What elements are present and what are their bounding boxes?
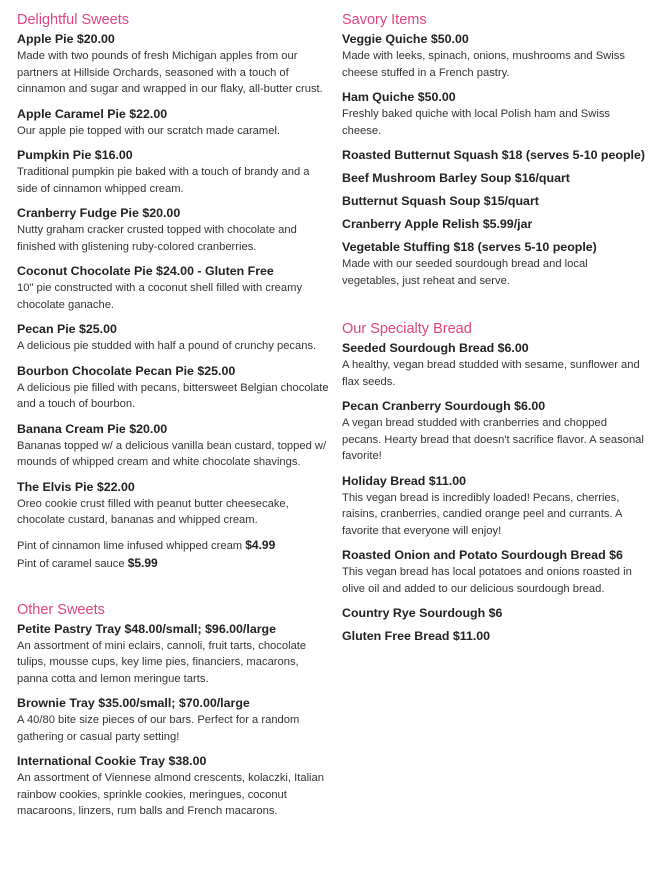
menu-item [17,695,332,745]
extra-text: Pint of caramel sauce [17,557,128,570]
menu-item-description: A delicious pie filled with pecans, bittersweet Belgian chocolate and a touch of bourbon. [17,381,329,410]
menu-item [342,89,647,139]
menu-item-name: Brownie Tray $35.00/small; $70.00/large [17,696,250,710]
left-column [17,11,332,828]
menu-item-description: Bananas topped w/ a delicious vanilla bean custard, topped w/ mounds of whipped cream and white chocolate shavings. [17,439,327,468]
menu-item-description: A healthy, vegan bread studded with sesame, sunflower and flax seeds. [342,359,640,388]
menu-item-description: 10" pie constructed with a coconut shell filled with creamy chocolate ganache. [17,282,303,311]
menu-item-name: Vegetable Stuffing $18 (serves 5-10 people) [342,240,597,254]
extra-text: Pint of cinnamon lime infused whipped cream [17,539,246,552]
section-title-savory-items: Savory Items [342,12,427,28]
menu-item-description: An assortment of mini eclairs, cannoli, fruit tarts, chocolate tulips, mousse cups, key lime pies, financiers, macarons, panna cotta and lemon meringue tarts. [17,639,307,685]
menu-item [342,605,647,622]
menu-item [17,31,332,98]
menu-item [342,216,647,233]
menu-item-name: Roasted Onion and Potato Sourdough Bread $6 [342,548,623,562]
savory-items-list [342,31,647,289]
menu-item-description: An assortment of Viennese almond crescents, kolaczki, Italian rainbow cookies, sprinkle cookies, meringues, coconut macaroons, linzers, rum balls and French macarons. [17,772,324,817]
section-title-other-sweets: Other Sweets [17,601,105,618]
right-column [342,11,647,651]
extra-line [17,555,332,573]
menu-item-name: Pumpkin Pie $16.00 [17,148,133,162]
menu-item-description: Our apple pie topped with our scratch made caramel. [17,124,281,137]
menu-item-name: Bourbon Chocolate Pecan Pie $25.00 [17,363,236,378]
menu-item-name: Seeded Sourdough Bread $6.00 [342,341,529,355]
menu-item-description: Nutty graham cracker crusted topped with chocolate and finished with glistening ruby-colored cranberries. [17,224,297,253]
menu-item-name: Roasted Butternut Squash $18 (serves 5-10 people) [342,148,645,162]
menu-item-name: Beef Mushroom Barley Soup $16/quart [342,171,570,185]
menu-item [17,363,332,413]
menu-item-name: International Cookie Tray $38.00 [17,754,207,768]
section-title-delightful-sweets: Delightful Sweets [17,12,130,28]
menu-item-name: Pecan Cranberry Sourdough $6.00 [342,399,546,413]
menu-item-name: Cranberry Fudge Pie $20.00 [17,206,181,220]
menu-item-description: A delicious pie studded with half a pound of crunchy pecans. [17,340,317,352]
menu-item-description: Freshly baked quiche with local Polish ham and Swiss cheese. [342,108,611,137]
menu-item [17,321,332,355]
menu-item [17,479,332,529]
menu-item [342,31,647,81]
menu-item [342,547,647,597]
menu-item-name: Coconut Chocolate Pie $24.00 - Gluten Free [17,264,274,278]
menu-item-name: Veggie Quiche $50.00 [342,32,469,46]
menu-item-description: Traditional pumpkin pie baked with a touch of brandy and a side of cinnamon whipped cream. [17,166,310,195]
menu-item-name: Cranberry Apple Relish $5.99/jar [342,217,533,231]
menu-item [342,147,647,164]
section-title-specialty-bread: Our Specialty Bread [342,321,472,337]
menu-item-name: Banana Cream Pie $20.00 [17,421,168,436]
menu-item [342,398,647,465]
menu-item [17,621,332,688]
other-sweets-list [17,621,332,820]
menu-item-name: The Elvis Pie $22.00 [17,479,135,494]
menu-item [17,205,332,255]
extra-line [17,537,332,555]
extra-price: $4.99 [245,537,276,552]
menu-item-name: Petite Pastry Tray $48.00/small; $96.00/large [17,621,276,636]
menu-item [342,473,647,540]
menu-item [17,753,332,820]
menu-item-name: Butternut Squash Soup $15/quart [342,194,539,208]
menu-item-description: This vegan bread is incredibly loaded! Pecans, cherries, raisins, cranberries, candied orange peel and currants. A favorite that everyone will enjoy! [342,491,622,537]
menu-item-description: Made with two pounds of fresh Michigan apples from our partners at Hillside Orchards, seasoned with a touch of cinnamon and sugar and wrapped in our flaky, all-butter crust. [17,50,323,95]
menu-item-description: A 40/80 bite size pieces of our bars. Perfect for a random gathering or casual party setting! [17,714,300,743]
menu-item-name: Apple Pie $20.00 [17,32,115,46]
menu-item-name: Ham Quiche $50.00 [342,90,456,104]
specialty-bread-list [342,340,647,645]
extra-price: $5.99 [127,555,158,570]
menu-item [17,263,332,313]
menu-item-description: This vegan bread has local potatoes and onions roasted in olive oil and added to our delicious sourdough bread. [342,566,632,595]
menu-item-name: Pecan Pie $25.00 [17,322,117,336]
menu-item [342,193,647,210]
menu-item-name: Country Rye Sourdough $6 [342,606,503,620]
menu-item [342,239,647,289]
menu-item [342,170,647,187]
menu-item [17,106,332,140]
menu-item [342,628,647,645]
menu-item-name: Apple Caramel Pie $22.00 [17,106,168,121]
menu-item-name: Holiday Bread $11.00 [342,473,466,488]
menu-item-description: A vegan bread studded with cranberries and chopped pecans. Hearty bread that doesn't sacrifice flavor. A seasonal favorite! [342,417,644,462]
menu-item [17,421,332,471]
menu-item-description: Made with our seeded sourdough bread and local vegetables, just reheat and serve. [342,258,588,287]
menu-item-description: Oreo cookie crust filled with peanut butter cheesecake, chocolate custard, bananas and whipped cream. [17,497,289,526]
menu-item [342,340,647,390]
menu-item [17,147,332,197]
menu-item-description: Made with leeks, spinach, onions, mushrooms and Swiss cheese stuffed in a French pastry. [342,50,625,79]
delightful-sweets-list [17,31,332,529]
menu-item-name: Gluten Free Bread $11.00 [342,629,491,643]
